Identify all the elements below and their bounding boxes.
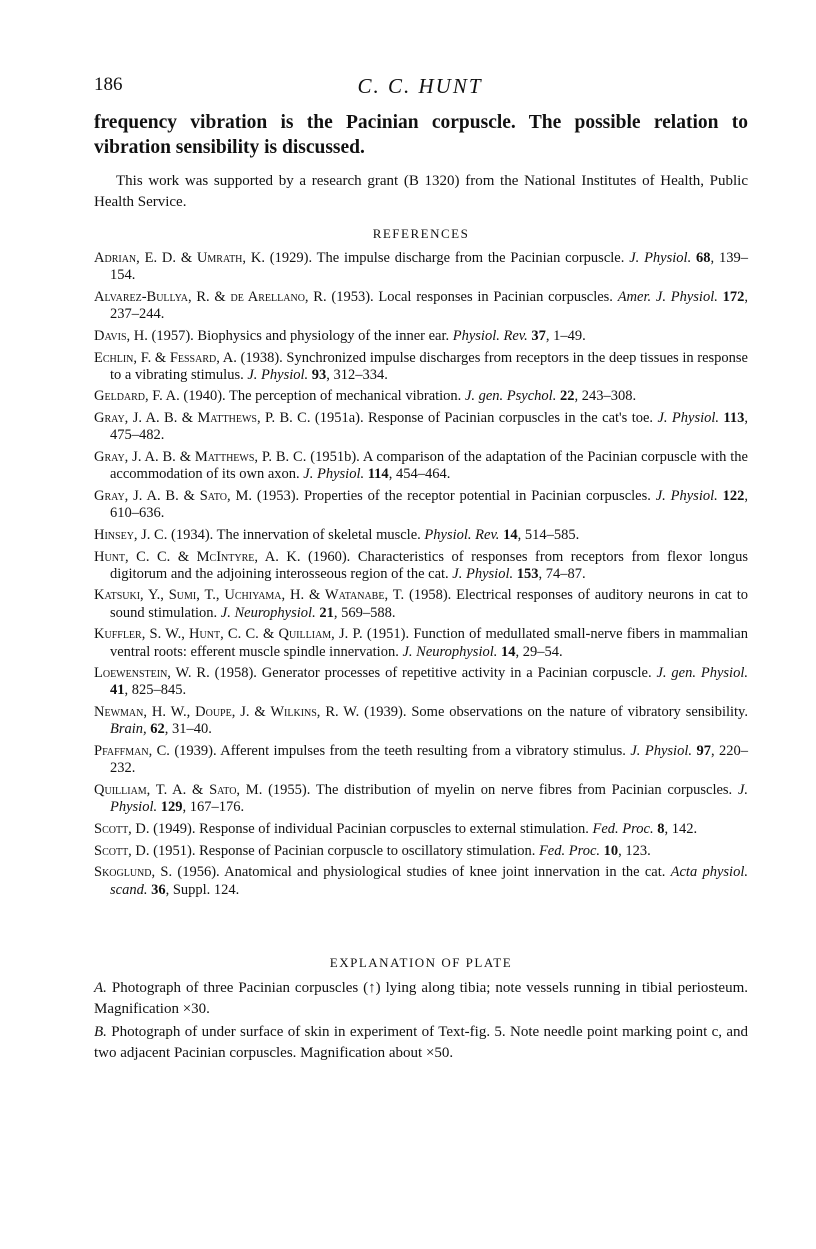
reference-item: Newman, H. W., Doupe, J. & Wilkins, R. W. (1939). Some observations on the nature of vibratory sensibility. Brain, 62, 31–40. (94, 704, 748, 738)
reference-item: Adrian, E. D. & Umrath, K. (1929). The impulse discharge from the Pacinian corpuscle. J. Physiol. 68, 139–154. (94, 250, 748, 284)
page-header (94, 74, 746, 102)
reference-item: Quilliam, T. A. & Sato, M. (1955). The distribution of myelin on nerve fibres from Pacinian corpuscles. J. Physiol. 129, 167–176. (94, 781, 748, 816)
reference-item: Kuffler, S. W., Hunt, C. C. & Quilliam, J. P. (1951). Function of medullated small-nerve fibers in mammalian ventral roots: efferent muscle spindle innervation. J. Neurophysiol. 14, 29–54. (94, 626, 748, 660)
reference-item: Loewenstein, W. R. (1958). Generator processes of repetitive activity in a Pacinian corpuscle. J. gen. Physiol. 41, 825–845. (94, 665, 748, 699)
reference-item: Echlin, F. & Fessard, A. (1938). Synchronized impulse discharges from receptors in the deep tissues in response to a vibrating stimulus. J. Physiol. 93, 312–334. (94, 349, 748, 383)
reference-item: Gray, J. A. B. & Matthews, P. B. C. (1951b). A comparison of the adaptation of the Pacinian corpuscle with the accommodation of its own axon. J. Physiol. 114, 454–464. (94, 449, 748, 483)
reference-item: Gray, J. A. B. & Sato, M. (1953). Properties of the receptor potential in Pacinian corpuscles. J. Physiol. 122, 610–636. (94, 487, 748, 522)
reference-item: Davis, H. (1957). Biophysics and physiology of the inner ear. Physiol. Rev. 37, 1–49. (94, 327, 586, 344)
plate-letter: B. (94, 1024, 107, 1040)
reference-item: Hinsey, J. C. (1934). The innervation of skeletal muscle. Physiol. Rev. 14, 514–585. (94, 526, 580, 543)
reference-item: Scott, D. (1951). Response of Pacinian corpuscle to oscillatory stimulation. Fed. Proc. 10, 123. (94, 842, 651, 859)
references-heading: REFERENCES (372, 226, 470, 241)
summary-tail: frequency vibration is the Pacinian corpuscle. The possible relation to vibration sensibility is discussed. (94, 112, 748, 158)
reference-item: Gray, J. A. B. & Matthews, P. B. C. (1951a). Response of Pacinian corpuscles in the cat's toe. J. Physiol. 113, 475–482. (94, 410, 748, 444)
plate-letter: A. (94, 980, 107, 996)
running-head: C. C. HUNT (357, 74, 483, 98)
reference-item: Alvarez-Bullya, R. & de Arellano, R. (1953). Local responses in Pacinian corpuscles. Amer. J. Physiol. 172, 237–244. (94, 288, 749, 323)
reference-list (94, 250, 748, 903)
reference-item: Scott, D. (1949). Response of individual Pacinian corpuscles to external stimulation. Fed. Proc. 8, 142. (94, 820, 698, 837)
plate-explanation (94, 978, 748, 1064)
plate-item-a: A. Photograph of three Pacinian corpuscles (↑) lying along tibia; note vessels running in tibial periosteum. Magnification ×30. (94, 980, 748, 1017)
page-number: 186 (94, 74, 123, 95)
plate-heading: EXPLANATION OF PLATE (329, 955, 513, 970)
reference-item: Pfaffman, C. (1939). Afferent impulses from the teeth resulting from a vibratory stimulus. J. Physiol. 97, 220–232. (94, 743, 748, 777)
reference-item: Geldard, F. A. (1940). The perception of mechanical vibration. J. gen. Psychol. 22, 243–308. (94, 388, 637, 405)
plate-item-b: B. Photograph of under surface of skin in experiment of Text-fig. 5. Note needle point marking point c, and two adjacent Pacinian corpuscles. Magnification about ×50. (94, 1024, 748, 1061)
reference-item: Katsuki, Y., Sumi, T., Uchiyama, H. & Watanabe, T. (1958). Electrical responses of auditory neurons in cat to sound stimulation. J. Neurophysiol. 21, 569–588. (94, 587, 748, 621)
acknowledgement: This work was supported by a research grant (B 1320) from the National Institutes of Health, Public Health Service. (94, 173, 748, 210)
reference-item: Skoglund, S. (1956). Anatomical and physiological studies of knee joint innervation in the cat. Acta physiol. scand. 36, Suppl. 124. (94, 864, 748, 898)
reference-item: Hunt, C. C. & McIntyre, A. K. (1960). Characteristics of responses from receptors from flexor longus digitorum and the adjoining interosseous region of the cat. J. Physiol. 153, 74–87. (94, 548, 749, 582)
